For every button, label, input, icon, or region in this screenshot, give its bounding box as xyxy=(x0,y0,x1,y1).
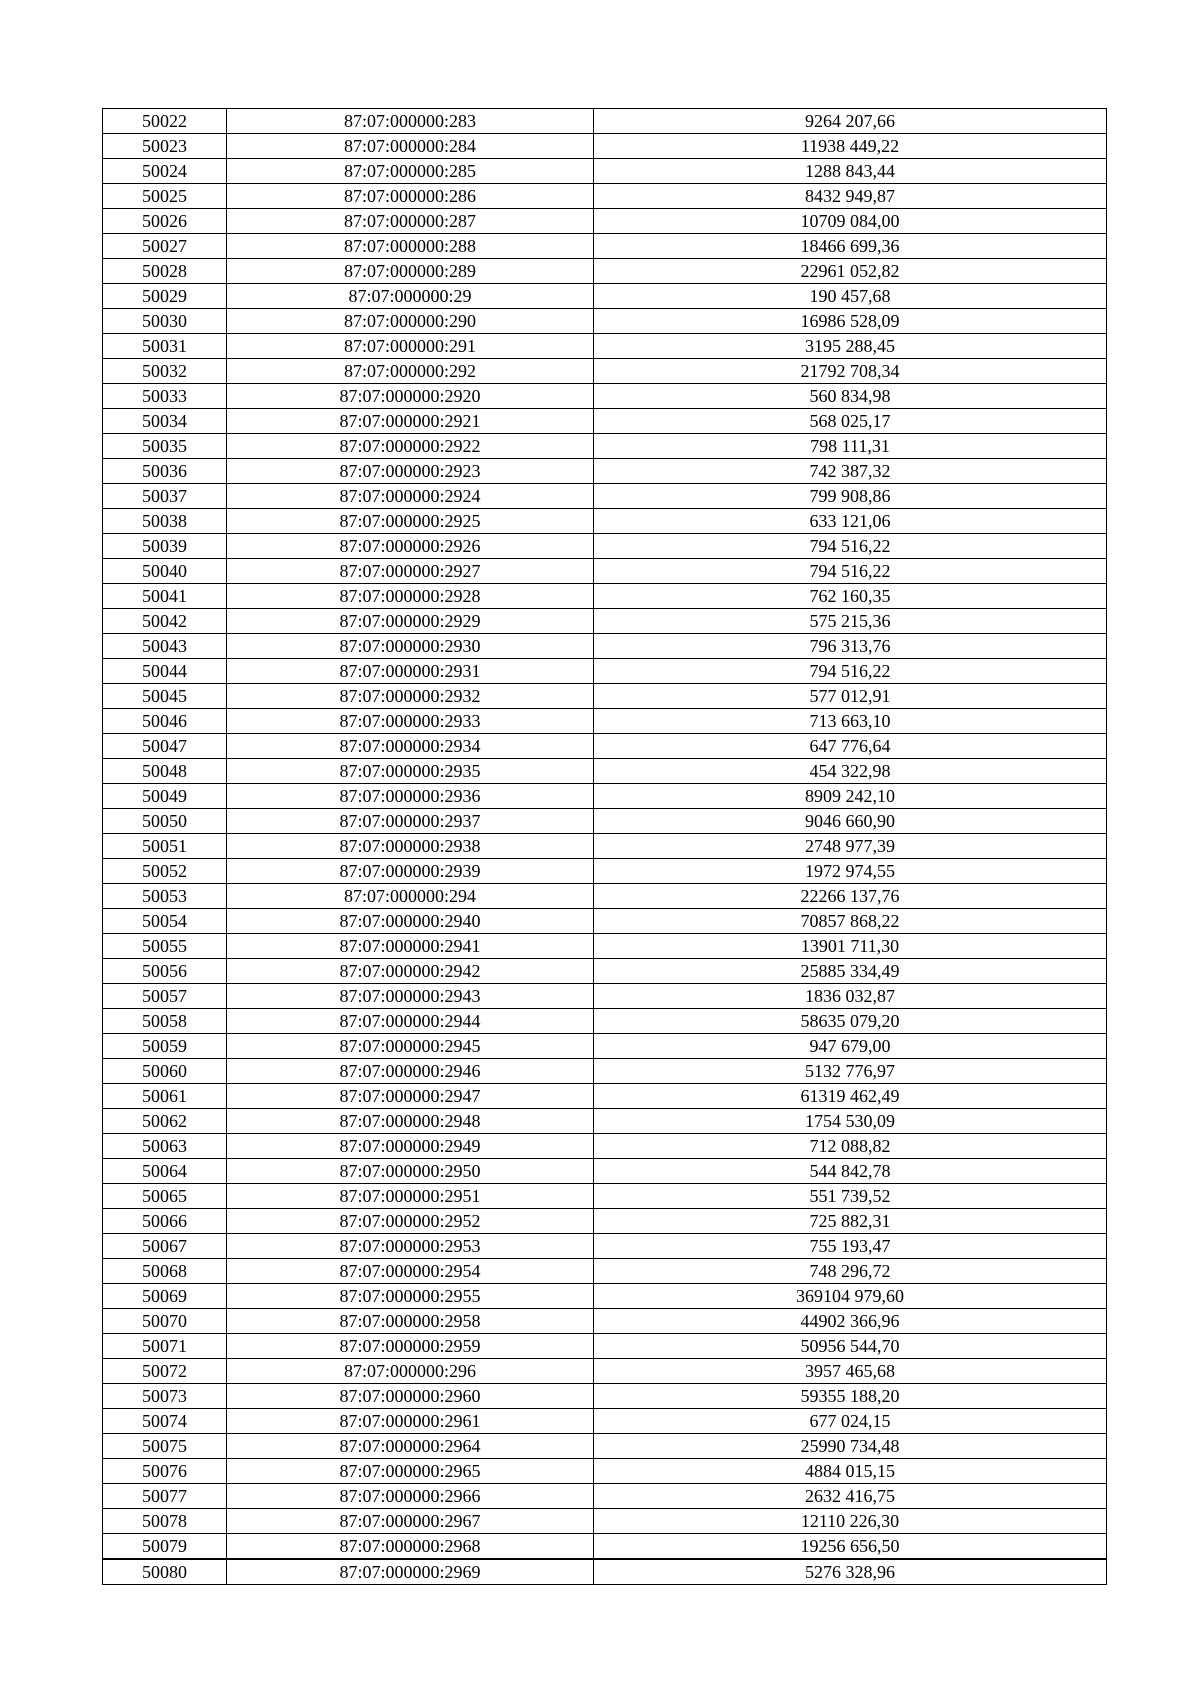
cadastral-value-cell: 544 842,78 xyxy=(594,1159,1107,1184)
table-row xyxy=(103,484,1107,509)
row-number-cell: 50045 xyxy=(103,684,227,709)
cadastral-number-cell: 87:07:000000:2937 xyxy=(227,809,594,834)
cadastral-number-cell: 87:07:000000:2927 xyxy=(227,559,594,584)
row-number-cell: 50056 xyxy=(103,959,227,984)
table-row xyxy=(103,1259,1107,1284)
table-row xyxy=(103,934,1107,959)
cadastral-value-cell: 3957 465,68 xyxy=(594,1359,1107,1384)
cadastral-number-cell: 87:07:000000:2931 xyxy=(227,659,594,684)
cadastral-number-cell: 87:07:000000:2924 xyxy=(227,484,594,509)
table-row xyxy=(103,759,1107,784)
table-row xyxy=(103,1509,1107,1534)
cadastral-value-cell: 59355 188,20 xyxy=(594,1384,1107,1409)
table-row xyxy=(103,909,1107,934)
row-number-cell: 50059 xyxy=(103,1034,227,1059)
cadastral-value-cell: 568 025,17 xyxy=(594,409,1107,434)
cadastral-value-cell: 5132 776,97 xyxy=(594,1059,1107,1084)
table-row xyxy=(103,1084,1107,1109)
cadastral-value-cell: 13901 711,30 xyxy=(594,934,1107,959)
table-row xyxy=(103,1409,1107,1434)
cadastral-value-cell: 2748 977,39 xyxy=(594,834,1107,859)
table-row xyxy=(103,809,1107,834)
cadastral-number-cell: 87:07:000000:2952 xyxy=(227,1209,594,1234)
row-number-cell: 50034 xyxy=(103,409,227,434)
cadastral-number-cell: 87:07:000000:285 xyxy=(227,159,594,184)
cadastral-number-cell: 87:07:000000:2945 xyxy=(227,1034,594,1059)
cadastral-number-cell: 87:07:000000:296 xyxy=(227,1359,594,1384)
table-body xyxy=(103,109,1107,1585)
cadastral-value-cell: 1288 843,44 xyxy=(594,159,1107,184)
row-number-cell: 50049 xyxy=(103,784,227,809)
cadastral-number-cell: 87:07:000000:283 xyxy=(227,109,594,134)
cadastral-number-cell: 87:07:000000:29 xyxy=(227,284,594,309)
row-number-cell: 50044 xyxy=(103,659,227,684)
row-number-cell: 50026 xyxy=(103,209,227,234)
cadastral-number-cell: 87:07:000000:2953 xyxy=(227,1234,594,1259)
table-row xyxy=(103,1284,1107,1309)
table-row xyxy=(103,709,1107,734)
row-number-cell: 50068 xyxy=(103,1259,227,1284)
table-row xyxy=(103,1559,1107,1585)
row-number-cell: 50055 xyxy=(103,934,227,959)
cadastral-number-cell: 87:07:000000:2950 xyxy=(227,1159,594,1184)
cadastral-value-cell: 712 088,82 xyxy=(594,1134,1107,1159)
cadastral-value-cell: 21792 708,34 xyxy=(594,359,1107,384)
cadastral-value-cell: 58635 079,20 xyxy=(594,1009,1107,1034)
cadastral-number-cell: 87:07:000000:2941 xyxy=(227,934,594,959)
row-number-cell: 50066 xyxy=(103,1209,227,1234)
row-number-cell: 50023 xyxy=(103,134,227,159)
table-row xyxy=(103,1434,1107,1459)
table-row xyxy=(103,634,1107,659)
cadastral-number-cell: 87:07:000000:2933 xyxy=(227,709,594,734)
row-number-cell: 50040 xyxy=(103,559,227,584)
row-number-cell: 50052 xyxy=(103,859,227,884)
cadastral-value-cell: 577 012,91 xyxy=(594,684,1107,709)
row-number-cell: 50035 xyxy=(103,434,227,459)
cadastral-value-cell: 50956 544,70 xyxy=(594,1334,1107,1359)
table-row xyxy=(103,859,1107,884)
cadastral-value-cell: 5276 328,96 xyxy=(594,1559,1107,1585)
cadastral-number-cell: 87:07:000000:2951 xyxy=(227,1184,594,1209)
table-row xyxy=(103,1459,1107,1484)
cadastral-number-cell: 87:07:000000:2939 xyxy=(227,859,594,884)
table-row xyxy=(103,984,1107,1009)
cadastral-number-cell: 87:07:000000:2923 xyxy=(227,459,594,484)
cadastral-value-cell: 796 313,76 xyxy=(594,634,1107,659)
table-row xyxy=(103,509,1107,534)
table-row xyxy=(103,309,1107,334)
row-number-cell: 50022 xyxy=(103,109,227,134)
cadastral-number-cell: 87:07:000000:2925 xyxy=(227,509,594,534)
table-row xyxy=(103,384,1107,409)
cadastral-value-cell: 748 296,72 xyxy=(594,1259,1107,1284)
cadastral-value-cell: 713 663,10 xyxy=(594,709,1107,734)
row-number-cell: 50057 xyxy=(103,984,227,1009)
cadastral-number-cell: 87:07:000000:2968 xyxy=(227,1534,594,1560)
cadastral-number-cell: 87:07:000000:2958 xyxy=(227,1309,594,1334)
table-row xyxy=(103,1484,1107,1509)
table-row xyxy=(103,1309,1107,1334)
cadastral-value-cell: 742 387,32 xyxy=(594,459,1107,484)
cadastral-number-cell: 87:07:000000:2965 xyxy=(227,1459,594,1484)
table-row xyxy=(103,1034,1107,1059)
cadastral-value-cell: 762 160,35 xyxy=(594,584,1107,609)
cadastral-value-cell: 369104 979,60 xyxy=(594,1284,1107,1309)
cadastral-value-cell: 794 516,22 xyxy=(594,659,1107,684)
row-number-cell: 50070 xyxy=(103,1309,227,1334)
table-row xyxy=(103,434,1107,459)
row-number-cell: 50076 xyxy=(103,1459,227,1484)
cadastral-value-cell: 3195 288,45 xyxy=(594,334,1107,359)
table-row xyxy=(103,609,1107,634)
cadastral-value-cell: 798 111,31 xyxy=(594,434,1107,459)
cadastral-value-cell: 18466 699,36 xyxy=(594,234,1107,259)
cadastral-value-cell: 725 882,31 xyxy=(594,1209,1107,1234)
row-number-cell: 50061 xyxy=(103,1084,227,1109)
cadastral-number-cell: 87:07:000000:2930 xyxy=(227,634,594,659)
row-number-cell: 50062 xyxy=(103,1109,227,1134)
cadastral-value-cell: 647 776,64 xyxy=(594,734,1107,759)
row-number-cell: 50043 xyxy=(103,634,227,659)
row-number-cell: 50054 xyxy=(103,909,227,934)
cadastral-number-cell: 87:07:000000:294 xyxy=(227,884,594,909)
cadastral-number-cell: 87:07:000000:2959 xyxy=(227,1334,594,1359)
cadastral-value-cell: 1754 530,09 xyxy=(594,1109,1107,1134)
cadastral-number-cell: 87:07:000000:2944 xyxy=(227,1009,594,1034)
row-number-cell: 50027 xyxy=(103,234,227,259)
row-number-cell: 50078 xyxy=(103,1509,227,1534)
cadastral-number-cell: 87:07:000000:2964 xyxy=(227,1434,594,1459)
cadastral-number-cell: 87:07:000000:2920 xyxy=(227,384,594,409)
table-row xyxy=(103,584,1107,609)
table-row xyxy=(103,1334,1107,1359)
table-row xyxy=(103,1109,1107,1134)
row-number-cell: 50060 xyxy=(103,1059,227,1084)
row-number-cell: 50024 xyxy=(103,159,227,184)
cadastral-value-cell: 19256 656,50 xyxy=(594,1534,1107,1560)
table-row xyxy=(103,1184,1107,1209)
table-row xyxy=(103,259,1107,284)
cadastral-value-cell: 9264 207,66 xyxy=(594,109,1107,134)
table-row xyxy=(103,659,1107,684)
cadastral-value-cell: 2632 416,75 xyxy=(594,1484,1107,1509)
table-row xyxy=(103,884,1107,909)
cadastral-number-cell: 87:07:000000:2942 xyxy=(227,959,594,984)
table-row xyxy=(103,1059,1107,1084)
table-row xyxy=(103,284,1107,309)
row-number-cell: 50072 xyxy=(103,1359,227,1384)
row-number-cell: 50058 xyxy=(103,1009,227,1034)
cadastral-number-cell: 87:07:000000:2966 xyxy=(227,1484,594,1509)
cadastral-number-cell: 87:07:000000:290 xyxy=(227,309,594,334)
cadastral-value-cell: 633 121,06 xyxy=(594,509,1107,534)
cadastral-value-cell: 8909 242,10 xyxy=(594,784,1107,809)
cadastral-value-cell: 1836 032,87 xyxy=(594,984,1107,1009)
row-number-cell: 50046 xyxy=(103,709,227,734)
table-row xyxy=(103,184,1107,209)
cadastral-value-cell: 10709 084,00 xyxy=(594,209,1107,234)
row-number-cell: 50028 xyxy=(103,259,227,284)
table-row xyxy=(103,209,1107,234)
cadastral-value-cell: 25885 334,49 xyxy=(594,959,1107,984)
row-number-cell: 50074 xyxy=(103,1409,227,1434)
cadastral-value-cell: 799 908,86 xyxy=(594,484,1107,509)
cadastral-value-cell: 22266 137,76 xyxy=(594,884,1107,909)
cadastral-value-cell: 454 322,98 xyxy=(594,759,1107,784)
table-row xyxy=(103,1009,1107,1034)
cadastral-number-cell: 87:07:000000:2967 xyxy=(227,1509,594,1534)
cadastral-number-cell: 87:07:000000:2948 xyxy=(227,1109,594,1134)
cadastral-value-cell: 8432 949,87 xyxy=(594,184,1107,209)
cadastral-number-cell: 87:07:000000:2938 xyxy=(227,834,594,859)
table-row xyxy=(103,359,1107,384)
cadastral-value-cell: 947 679,00 xyxy=(594,1034,1107,1059)
table-row xyxy=(103,159,1107,184)
cadastral-number-cell: 87:07:000000:2935 xyxy=(227,759,594,784)
table-row xyxy=(103,1134,1107,1159)
table-row xyxy=(103,1359,1107,1384)
cadastral-value-cell: 4884 015,15 xyxy=(594,1459,1107,1484)
row-number-cell: 50050 xyxy=(103,809,227,834)
cadastral-number-cell: 87:07:000000:286 xyxy=(227,184,594,209)
row-number-cell: 50042 xyxy=(103,609,227,634)
row-number-cell: 50038 xyxy=(103,509,227,534)
cadastral-value-cell: 794 516,22 xyxy=(594,534,1107,559)
cadastral-value-cell: 190 457,68 xyxy=(594,284,1107,309)
table-row xyxy=(103,959,1107,984)
table-row xyxy=(103,784,1107,809)
cadastral-value-cell: 575 215,36 xyxy=(594,609,1107,634)
table-row xyxy=(103,409,1107,434)
table-row xyxy=(103,559,1107,584)
cadastral-value-cell: 1972 974,55 xyxy=(594,859,1107,884)
row-number-cell: 50063 xyxy=(103,1134,227,1159)
table-row xyxy=(103,1234,1107,1259)
cadastral-value-cell: 9046 660,90 xyxy=(594,809,1107,834)
row-number-cell: 50051 xyxy=(103,834,227,859)
table-row xyxy=(103,684,1107,709)
cadastral-number-cell: 87:07:000000:289 xyxy=(227,259,594,284)
cadastral-number-cell: 87:07:000000:291 xyxy=(227,334,594,359)
row-number-cell: 50047 xyxy=(103,734,227,759)
cadastral-number-cell: 87:07:000000:2947 xyxy=(227,1084,594,1109)
cadastral-value-cell: 560 834,98 xyxy=(594,384,1107,409)
cadastral-value-cell: 61319 462,49 xyxy=(594,1084,1107,1109)
row-number-cell: 50048 xyxy=(103,759,227,784)
cadastral-number-cell: 87:07:000000:2929 xyxy=(227,609,594,634)
table-row xyxy=(103,1534,1107,1560)
cadastral-value-table xyxy=(102,108,1107,1585)
table-row xyxy=(103,534,1107,559)
cadastral-number-cell: 87:07:000000:2960 xyxy=(227,1384,594,1409)
table-row xyxy=(103,734,1107,759)
row-number-cell: 50065 xyxy=(103,1184,227,1209)
row-number-cell: 50067 xyxy=(103,1234,227,1259)
row-number-cell: 50079 xyxy=(103,1534,227,1560)
cadastral-number-cell: 87:07:000000:2921 xyxy=(227,409,594,434)
cadastral-number-cell: 87:07:000000:2949 xyxy=(227,1134,594,1159)
cadastral-value-cell: 44902 366,96 xyxy=(594,1309,1107,1334)
cadastral-value-cell: 755 193,47 xyxy=(594,1234,1107,1259)
row-number-cell: 50073 xyxy=(103,1384,227,1409)
row-number-cell: 50071 xyxy=(103,1334,227,1359)
cadastral-value-cell: 16986 528,09 xyxy=(594,309,1107,334)
cadastral-value-cell: 11938 449,22 xyxy=(594,134,1107,159)
cadastral-number-cell: 87:07:000000:2932 xyxy=(227,684,594,709)
table-row xyxy=(103,1209,1107,1234)
row-number-cell: 50077 xyxy=(103,1484,227,1509)
row-number-cell: 50025 xyxy=(103,184,227,209)
cadastral-number-cell: 87:07:000000:2934 xyxy=(227,734,594,759)
cadastral-value-cell: 25990 734,48 xyxy=(594,1434,1107,1459)
cadastral-value-cell: 12110 226,30 xyxy=(594,1509,1107,1534)
row-number-cell: 50031 xyxy=(103,334,227,359)
row-number-cell: 50029 xyxy=(103,284,227,309)
cadastral-number-cell: 87:07:000000:2969 xyxy=(227,1559,594,1585)
cadastral-value-cell: 794 516,22 xyxy=(594,559,1107,584)
row-number-cell: 50064 xyxy=(103,1159,227,1184)
row-number-cell: 50039 xyxy=(103,534,227,559)
cadastral-number-cell: 87:07:000000:2946 xyxy=(227,1059,594,1084)
cadastral-number-cell: 87:07:000000:2940 xyxy=(227,909,594,934)
row-number-cell: 50037 xyxy=(103,484,227,509)
row-number-cell: 50032 xyxy=(103,359,227,384)
cadastral-number-cell: 87:07:000000:2928 xyxy=(227,584,594,609)
table-row xyxy=(103,1159,1107,1184)
row-number-cell: 50080 xyxy=(103,1559,227,1585)
cadastral-value-cell: 22961 052,82 xyxy=(594,259,1107,284)
cadastral-value-cell: 70857 868,22 xyxy=(594,909,1107,934)
cadastral-number-cell: 87:07:000000:2943 xyxy=(227,984,594,1009)
cadastral-number-cell: 87:07:000000:2961 xyxy=(227,1409,594,1434)
cadastral-number-cell: 87:07:000000:2954 xyxy=(227,1259,594,1284)
cadastral-value-cell: 677 024,15 xyxy=(594,1409,1107,1434)
table-row xyxy=(103,834,1107,859)
row-number-cell: 50030 xyxy=(103,309,227,334)
cadastral-number-cell: 87:07:000000:2955 xyxy=(227,1284,594,1309)
row-number-cell: 50069 xyxy=(103,1284,227,1309)
table-row xyxy=(103,234,1107,259)
row-number-cell: 50036 xyxy=(103,459,227,484)
cadastral-value-cell: 551 739,52 xyxy=(594,1184,1107,1209)
cadastral-number-cell: 87:07:000000:292 xyxy=(227,359,594,384)
cadastral-number-cell: 87:07:000000:2922 xyxy=(227,434,594,459)
row-number-cell: 50041 xyxy=(103,584,227,609)
table-row xyxy=(103,134,1107,159)
row-number-cell: 50053 xyxy=(103,884,227,909)
table-row xyxy=(103,1384,1107,1409)
table-row xyxy=(103,334,1107,359)
table-row xyxy=(103,459,1107,484)
cadastral-number-cell: 87:07:000000:287 xyxy=(227,209,594,234)
row-number-cell: 50075 xyxy=(103,1434,227,1459)
row-number-cell: 50033 xyxy=(103,384,227,409)
cadastral-number-cell: 87:07:000000:2926 xyxy=(227,534,594,559)
cadastral-number-cell: 87:07:000000:288 xyxy=(227,234,594,259)
cadastral-number-cell: 87:07:000000:284 xyxy=(227,134,594,159)
table-row xyxy=(103,109,1107,134)
cadastral-number-cell: 87:07:000000:2936 xyxy=(227,784,594,809)
